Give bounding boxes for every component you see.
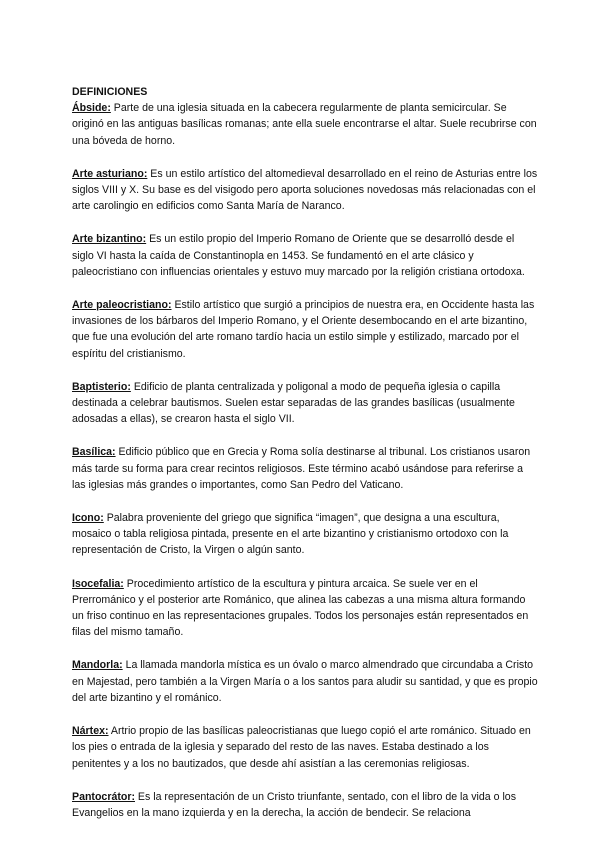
document-body bbox=[72, 84, 538, 838]
definition-isocefalia bbox=[72, 576, 538, 641]
definition-text: Estilo artístico que surgió a principios de nuestra era, en Occidente hasta las invasiones de los bárbaros del Imperio Romano, y el Oriente desembocando en el arte bizantino, que fue una evolución del arte romano tardío hacia un estilo simple y estilizado, marcado por el espíritu del cristianismo. bbox=[72, 299, 535, 360]
definition-text: Es un estilo propio del Imperio Romano de Oriente que se desarrolló desde el siglo VI hasta la caída de Constantinopla en 1453. Se fundamentó en el arte clásico y paleocristiano con influencias orientales y estuvo muy marcado por la religión cristiana ortodoxa. bbox=[72, 233, 525, 278]
definition-term: Arte asturiano: bbox=[72, 167, 148, 180]
definition-icono bbox=[72, 510, 538, 559]
definition-text: Parte de una iglesia situada en la cabecera regularmente de planta semicircular. Se originó en las antiguas basílicas romanas; ante ella suele encontrarse el altar. Suele recubrirse con una bóveda de horno. bbox=[72, 102, 537, 147]
definition-baptisterio bbox=[72, 379, 538, 428]
definition-mandorla bbox=[72, 657, 538, 706]
definition-text: Palabra proveniente del griego que significa “imagen”, que designa a una escultura, mosaico o tabla religiosa pintada, presente en el arte bizantino y cristianismo ortodoxo con la representación de Cristo, la Virgen o algún santo. bbox=[72, 512, 509, 557]
definition-arte-asturiano bbox=[72, 166, 538, 215]
definition-term: Pantocrátor: bbox=[72, 790, 135, 803]
definition-text: Procedimiento artístico de la escultura y pintura arcaica. Se suele ver en el Prerrománico y el posterior arte Románico, que alinea las cabezas a una misma altura formando un friso continuo en las representaciones grupales. Todos los personajes están representados en filas del mismo tamaño. bbox=[72, 577, 529, 639]
definition-term: Arte bizantino: bbox=[72, 233, 147, 246]
definition-term: Icono: bbox=[72, 512, 104, 525]
definition-absidie bbox=[72, 100, 538, 149]
definition-text: Edificio de planta centralizada y poligonal a modo de pequeña iglesia o capilla destinada a celebrar bautismos. Suelen estar separadas de las grandes basílicas (usualmente adosadas a ellas), se crearon hasta el siglo VII. bbox=[72, 380, 515, 426]
definition-text: Artrio propio de las basílicas paleocristianas que luego copió el arte románico. Situado en los pies o entrada de la iglesia y separado del resto de las naves. Estaba destinado a los penitentes y a los no bautizados, que desde ahí asistían a las ceremonias religiosas. bbox=[72, 725, 531, 770]
definition-term: Basílica: bbox=[72, 446, 116, 459]
definition-text: La llamada mandorla mística es un óvalo o marco almendrado que circundaba a Cristo en Majestad, pero también a la Virgen María o a los santos para aludir su santidad, y que es propio del arte bizantino y el románico. bbox=[72, 659, 538, 704]
definition-term: Isocefalia: bbox=[72, 577, 124, 590]
definition-basilica bbox=[72, 444, 538, 493]
definition-pantocrator bbox=[72, 789, 538, 821]
definition-arte-paleocristiano bbox=[72, 297, 538, 362]
definition-arte-bizantino bbox=[72, 231, 538, 280]
page-title: DEFINICIONES bbox=[72, 86, 148, 98]
definition-term: Ábside: bbox=[72, 102, 111, 115]
definition-term: Baptisterio: bbox=[72, 380, 131, 393]
definition-term: Mandorla: bbox=[72, 659, 123, 672]
definition-text: Es un estilo artístico del altomedieval desarrollado en el reino de Asturias entre los siglos VIII y X. Su base es del visigodo pero aporta soluciones novedosas más relacionadas con el arte carolingio en edificios como Santa María de Naranco. bbox=[72, 167, 538, 213]
definition-text: Es la representación de un Cristo triunfante, sentado, con el libro de la vida o los Evangelios en la mano izquierda y en la derecha, la acción de bendecir. Se relaciona bbox=[72, 790, 516, 819]
definition-term: Nártex: bbox=[72, 725, 109, 738]
definition-nartex bbox=[72, 723, 538, 772]
definition-text: Edificio público que en Grecia y Roma solía destinarse al tribunal. Los cristianos usaron más tarde su forma para crear recintos religiosos. Este término acabó usándose para referirse a las iglesias más grandes o importantes, como San Pedro del Vaticano. bbox=[72, 446, 531, 491]
definition-term: Arte paleocristiano: bbox=[72, 299, 172, 312]
